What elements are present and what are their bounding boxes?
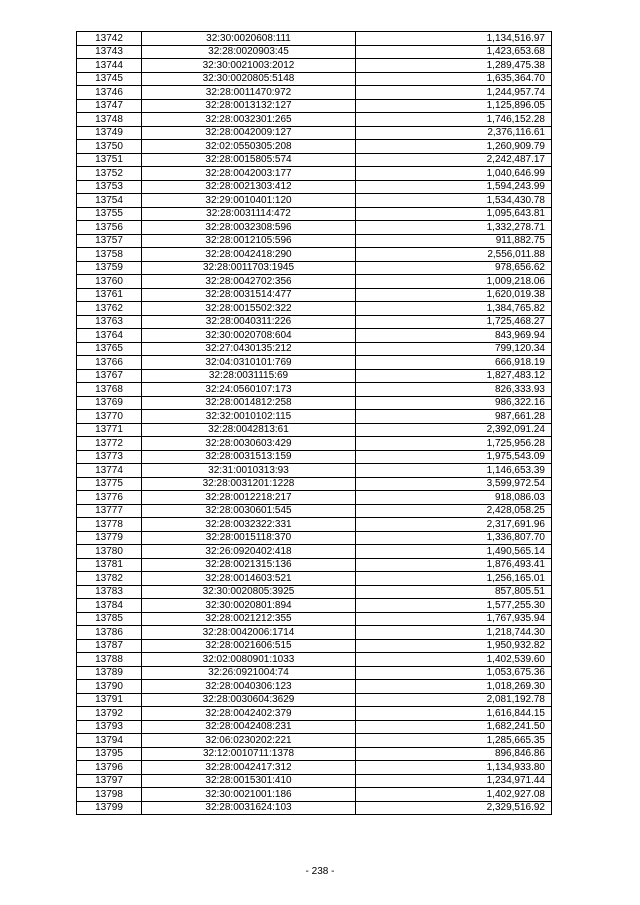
cadastral-number-cell: 32:12:0010711:1378 — [142, 747, 356, 761]
row-number-cell: 13784 — [77, 599, 142, 613]
cadastral-number-cell: 32:26:0921004:74 — [142, 666, 356, 680]
cadastral-number-cell: 32:28:0042402:379 — [142, 707, 356, 721]
row-number-cell: 13779 — [77, 531, 142, 545]
row-number-cell: 13751 — [77, 153, 142, 167]
table-row — [77, 32, 552, 46]
cadastral-number-cell: 32:02:0080901:1033 — [142, 653, 356, 667]
cadastral-number-cell: 32:28:0014603:521 — [142, 572, 356, 586]
amount-cell: 1,009,218.06 — [356, 275, 552, 289]
cadastral-number-cell: 32:28:0031115:69 — [142, 369, 356, 383]
table-row — [77, 234, 552, 248]
table-row — [77, 423, 552, 437]
amount-cell: 1,594,243.99 — [356, 180, 552, 194]
cadastral-number-cell: 32:28:0031514:477 — [142, 288, 356, 302]
amount-cell: 1,146,653.39 — [356, 464, 552, 478]
row-number-cell: 13795 — [77, 747, 142, 761]
table-row — [77, 774, 552, 788]
table-row — [77, 788, 552, 802]
cadastral-number-cell: 32:28:0015805:574 — [142, 153, 356, 167]
amount-cell: 2,329,516.92 — [356, 801, 552, 815]
table-row — [77, 504, 552, 518]
cadastral-number-cell: 32:28:0021212:355 — [142, 612, 356, 626]
amount-cell: 911,882.75 — [356, 234, 552, 248]
row-number-cell: 13787 — [77, 639, 142, 653]
row-number-cell: 13796 — [77, 761, 142, 775]
table-row — [77, 140, 552, 154]
amount-cell: 666,918.19 — [356, 356, 552, 370]
amount-cell: 1,332,278.71 — [356, 221, 552, 235]
cadastral-number-cell: 32:30:0020608:111 — [142, 32, 356, 46]
row-number-cell: 13759 — [77, 261, 142, 275]
row-number-cell: 13767 — [77, 369, 142, 383]
amount-cell: 799,120.34 — [356, 342, 552, 356]
table-row — [77, 761, 552, 775]
table-row — [77, 45, 552, 59]
cadastral-number-cell: 32:29:0010401:120 — [142, 194, 356, 208]
table-row — [77, 180, 552, 194]
amount-cell: 1,950,932.82 — [356, 639, 552, 653]
row-number-cell: 13775 — [77, 477, 142, 491]
table-row — [77, 113, 552, 127]
amount-cell: 1,725,956.28 — [356, 437, 552, 451]
cadastral-number-cell: 32:06:0230202:221 — [142, 734, 356, 748]
row-number-cell: 13791 — [77, 693, 142, 707]
amount-cell: 1,635,364.70 — [356, 72, 552, 86]
table-row — [77, 153, 552, 167]
table-row — [77, 801, 552, 815]
row-number-cell: 13747 — [77, 99, 142, 113]
table-row — [77, 612, 552, 626]
amount-cell: 1,616,844.15 — [356, 707, 552, 721]
row-number-cell: 13762 — [77, 302, 142, 316]
cadastral-number-cell: 32:28:0042408:231 — [142, 720, 356, 734]
cadastral-number-cell: 32:28:0013132:127 — [142, 99, 356, 113]
table-row — [77, 194, 552, 208]
amount-cell: 987,661.28 — [356, 410, 552, 424]
row-number-cell: 13754 — [77, 194, 142, 208]
table-row — [77, 477, 552, 491]
amount-cell: 1,490,565.14 — [356, 545, 552, 559]
cadastral-number-cell: 32:28:0014812:258 — [142, 396, 356, 410]
cadastral-number-cell: 32:30:0020805:5148 — [142, 72, 356, 86]
amount-cell: 1,256,165.01 — [356, 572, 552, 586]
cadastral-number-cell: 32:28:0042702:356 — [142, 275, 356, 289]
cadastral-number-cell: 32:28:0030603:429 — [142, 437, 356, 451]
amount-cell: 1,053,675.36 — [356, 666, 552, 680]
row-number-cell: 13788 — [77, 653, 142, 667]
table-row — [77, 288, 552, 302]
amount-cell: 896,846.86 — [356, 747, 552, 761]
row-number-cell: 13776 — [77, 491, 142, 505]
cadastral-number-cell: 32:28:0030604:3629 — [142, 693, 356, 707]
table-row — [77, 653, 552, 667]
row-number-cell: 13781 — [77, 558, 142, 572]
cadastral-number-cell: 32:28:0011703:1945 — [142, 261, 356, 275]
row-number-cell: 13768 — [77, 383, 142, 397]
table-row — [77, 369, 552, 383]
amount-cell: 1,125,896.05 — [356, 99, 552, 113]
cadastral-number-cell: 32:28:0032322:331 — [142, 518, 356, 532]
row-number-cell: 13763 — [77, 315, 142, 329]
amount-cell: 1,746,152.28 — [356, 113, 552, 127]
table-row — [77, 531, 552, 545]
row-number-cell: 13765 — [77, 342, 142, 356]
table-row — [77, 207, 552, 221]
row-number-cell: 13760 — [77, 275, 142, 289]
table-row — [77, 450, 552, 464]
cadastral-number-cell: 32:28:0031513:159 — [142, 450, 356, 464]
amount-cell: 1,260,909.79 — [356, 140, 552, 154]
table-row — [77, 707, 552, 721]
cadastral-number-cell: 32:28:0042418:290 — [142, 248, 356, 262]
cadastral-number-cell: 32:28:0015118:370 — [142, 531, 356, 545]
cadastral-number-cell: 32:28:0042417:312 — [142, 761, 356, 775]
amount-cell: 2,242,487.17 — [356, 153, 552, 167]
row-number-cell: 13761 — [77, 288, 142, 302]
cadastral-number-cell: 32:04:0310101:769 — [142, 356, 356, 370]
cadastral-number-cell: 32:28:0040306:123 — [142, 680, 356, 694]
table-row — [77, 329, 552, 343]
cadastral-number-cell: 32:28:0042813:61 — [142, 423, 356, 437]
cadastral-number-cell: 32:24:0560107:173 — [142, 383, 356, 397]
table-row — [77, 666, 552, 680]
table-row — [77, 639, 552, 653]
row-number-cell: 13794 — [77, 734, 142, 748]
row-number-cell: 13743 — [77, 45, 142, 59]
row-number-cell: 13757 — [77, 234, 142, 248]
cadastral-number-cell: 32:30:0020805:3925 — [142, 585, 356, 599]
row-number-cell: 13783 — [77, 585, 142, 599]
amount-cell: 1,336,807.70 — [356, 531, 552, 545]
row-number-cell: 13790 — [77, 680, 142, 694]
table-body — [77, 32, 552, 815]
row-number-cell: 13746 — [77, 86, 142, 100]
cadastral-number-cell: 32:28:0031114:472 — [142, 207, 356, 221]
amount-cell: 1,218,744.30 — [356, 626, 552, 640]
amount-cell: 1,876,493.41 — [356, 558, 552, 572]
amount-cell: 1,134,933.80 — [356, 761, 552, 775]
row-number-cell: 13797 — [77, 774, 142, 788]
amount-cell: 1,134,516.97 — [356, 32, 552, 46]
row-number-cell: 13749 — [77, 126, 142, 140]
table-row — [77, 572, 552, 586]
page-number: - 238 - — [305, 866, 335, 877]
cadastral-number-cell: 32:28:0020903:45 — [142, 45, 356, 59]
amount-cell: 1,095,643.81 — [356, 207, 552, 221]
table-row — [77, 221, 552, 235]
amount-cell: 1,577,255.30 — [356, 599, 552, 613]
row-number-cell: 13799 — [77, 801, 142, 815]
table-row — [77, 72, 552, 86]
cadastral-number-cell: 32:28:0042009:127 — [142, 126, 356, 140]
amount-cell: 2,428,058.25 — [356, 504, 552, 518]
cadastral-number-cell: 32:28:0021315:136 — [142, 558, 356, 572]
cadastral-number-cell: 32:28:0031624:103 — [142, 801, 356, 815]
amount-cell: 1,827,483.12 — [356, 369, 552, 383]
table-row — [77, 261, 552, 275]
amount-cell: 826,333.93 — [356, 383, 552, 397]
table-row — [77, 464, 552, 478]
amount-cell: 1,402,927.08 — [356, 788, 552, 802]
cadastral-number-cell: 32:28:0021303:412 — [142, 180, 356, 194]
table-row — [77, 491, 552, 505]
row-number-cell: 13755 — [77, 207, 142, 221]
table-row — [77, 126, 552, 140]
amount-cell: 1,384,765.82 — [356, 302, 552, 316]
row-number-cell: 13780 — [77, 545, 142, 559]
amount-cell: 1,018,269.30 — [356, 680, 552, 694]
table-row — [77, 275, 552, 289]
cadastral-number-cell: 32:28:0032308:596 — [142, 221, 356, 235]
row-number-cell: 13766 — [77, 356, 142, 370]
amount-cell: 1,725,468.27 — [356, 315, 552, 329]
amount-cell: 1,285,665.35 — [356, 734, 552, 748]
table-row — [77, 356, 552, 370]
amount-cell: 1,244,957.74 — [356, 86, 552, 100]
row-number-cell: 13792 — [77, 707, 142, 721]
cadastral-number-cell: 32:28:0015301:410 — [142, 774, 356, 788]
row-number-cell: 13786 — [77, 626, 142, 640]
table-row — [77, 248, 552, 262]
row-number-cell: 13769 — [77, 396, 142, 410]
table-row — [77, 410, 552, 424]
cadastral-number-cell: 32:28:0042003:177 — [142, 167, 356, 181]
cadastral-number-cell: 32:28:0011470:972 — [142, 86, 356, 100]
cadastral-number-cell: 32:30:0021001:186 — [142, 788, 356, 802]
row-number-cell: 13744 — [77, 59, 142, 73]
row-number-cell: 13785 — [77, 612, 142, 626]
cadastral-number-cell: 32:31:0010313:93 — [142, 464, 356, 478]
row-number-cell: 13756 — [77, 221, 142, 235]
row-number-cell: 13773 — [77, 450, 142, 464]
cadastral-number-cell: 32:26:0920402:418 — [142, 545, 356, 559]
amount-cell: 1,534,430.78 — [356, 194, 552, 208]
table-row — [77, 167, 552, 181]
table-row — [77, 747, 552, 761]
data-table — [76, 31, 552, 815]
amount-cell: 3,599,972.54 — [356, 477, 552, 491]
amount-cell: 986,322.16 — [356, 396, 552, 410]
cadastral-number-cell: 32:30:0020801:894 — [142, 599, 356, 613]
table-row — [77, 342, 552, 356]
amount-cell: 1,620,019.38 — [356, 288, 552, 302]
cadastral-number-cell: 32:28:0042006:1714 — [142, 626, 356, 640]
table-row — [77, 383, 552, 397]
cadastral-number-cell: 32:28:0021606:515 — [142, 639, 356, 653]
table-row — [77, 734, 552, 748]
table-row — [77, 680, 552, 694]
table-row — [77, 626, 552, 640]
row-number-cell: 13798 — [77, 788, 142, 802]
table-row — [77, 599, 552, 613]
row-number-cell: 13748 — [77, 113, 142, 127]
amount-cell: 2,317,691.96 — [356, 518, 552, 532]
table-row — [77, 585, 552, 599]
amount-cell: 1,975,543.09 — [356, 450, 552, 464]
table-row — [77, 518, 552, 532]
amount-cell: 918,086.03 — [356, 491, 552, 505]
amount-cell: 843,969.94 — [356, 329, 552, 343]
table-row — [77, 302, 552, 316]
row-number-cell: 13782 — [77, 572, 142, 586]
cadastral-number-cell: 32:30:0021003:2012 — [142, 59, 356, 73]
table-row — [77, 86, 552, 100]
amount-cell: 2,376,116.61 — [356, 126, 552, 140]
cadastral-number-cell: 32:32:0010102:115 — [142, 410, 356, 424]
amount-cell: 1,423,653.68 — [356, 45, 552, 59]
amount-cell: 2,392,091.24 — [356, 423, 552, 437]
table-row — [77, 99, 552, 113]
table-row — [77, 720, 552, 734]
cadastral-number-cell: 32:28:0012218:217 — [142, 491, 356, 505]
amount-cell: 2,556,011.88 — [356, 248, 552, 262]
row-number-cell: 13793 — [77, 720, 142, 734]
amount-cell: 2,081,192.78 — [356, 693, 552, 707]
row-number-cell: 13789 — [77, 666, 142, 680]
amount-cell: 857,805.51 — [356, 585, 552, 599]
row-number-cell: 13752 — [77, 167, 142, 181]
row-number-cell: 13774 — [77, 464, 142, 478]
table-row — [77, 558, 552, 572]
cadastral-number-cell: 32:30:0020708:604 — [142, 329, 356, 343]
cadastral-number-cell: 32:28:0031201:1228 — [142, 477, 356, 491]
table-row — [77, 396, 552, 410]
amount-cell: 1,402,539.60 — [356, 653, 552, 667]
table-row — [77, 59, 552, 73]
cadastral-number-cell: 32:28:0032301:265 — [142, 113, 356, 127]
amount-cell: 1,289,475.38 — [356, 59, 552, 73]
amount-cell: 1,040,646.99 — [356, 167, 552, 181]
row-number-cell: 13753 — [77, 180, 142, 194]
row-number-cell: 13742 — [77, 32, 142, 46]
amount-cell: 1,767,935.94 — [356, 612, 552, 626]
row-number-cell: 13758 — [77, 248, 142, 262]
amount-cell: 1,682,241.50 — [356, 720, 552, 734]
cadastral-number-cell: 32:28:0015502:322 — [142, 302, 356, 316]
row-number-cell: 13777 — [77, 504, 142, 518]
row-number-cell: 13771 — [77, 423, 142, 437]
table-row — [77, 545, 552, 559]
row-number-cell: 13770 — [77, 410, 142, 424]
table-row — [77, 315, 552, 329]
row-number-cell: 13750 — [77, 140, 142, 154]
row-number-cell: 13764 — [77, 329, 142, 343]
cadastral-number-cell: 32:27:0430135:212 — [142, 342, 356, 356]
table-row — [77, 437, 552, 451]
cadastral-number-cell: 32:28:0012105:596 — [142, 234, 356, 248]
row-number-cell: 13745 — [77, 72, 142, 86]
amount-cell: 978,656.62 — [356, 261, 552, 275]
cadastral-number-cell: 32:02:0550305:208 — [142, 140, 356, 154]
amount-cell: 1,234,971.44 — [356, 774, 552, 788]
table-row — [77, 693, 552, 707]
cadastral-number-cell: 32:28:0030601:545 — [142, 504, 356, 518]
cadastral-number-cell: 32:28:0040311:226 — [142, 315, 356, 329]
row-number-cell: 13778 — [77, 518, 142, 532]
row-number-cell: 13772 — [77, 437, 142, 451]
